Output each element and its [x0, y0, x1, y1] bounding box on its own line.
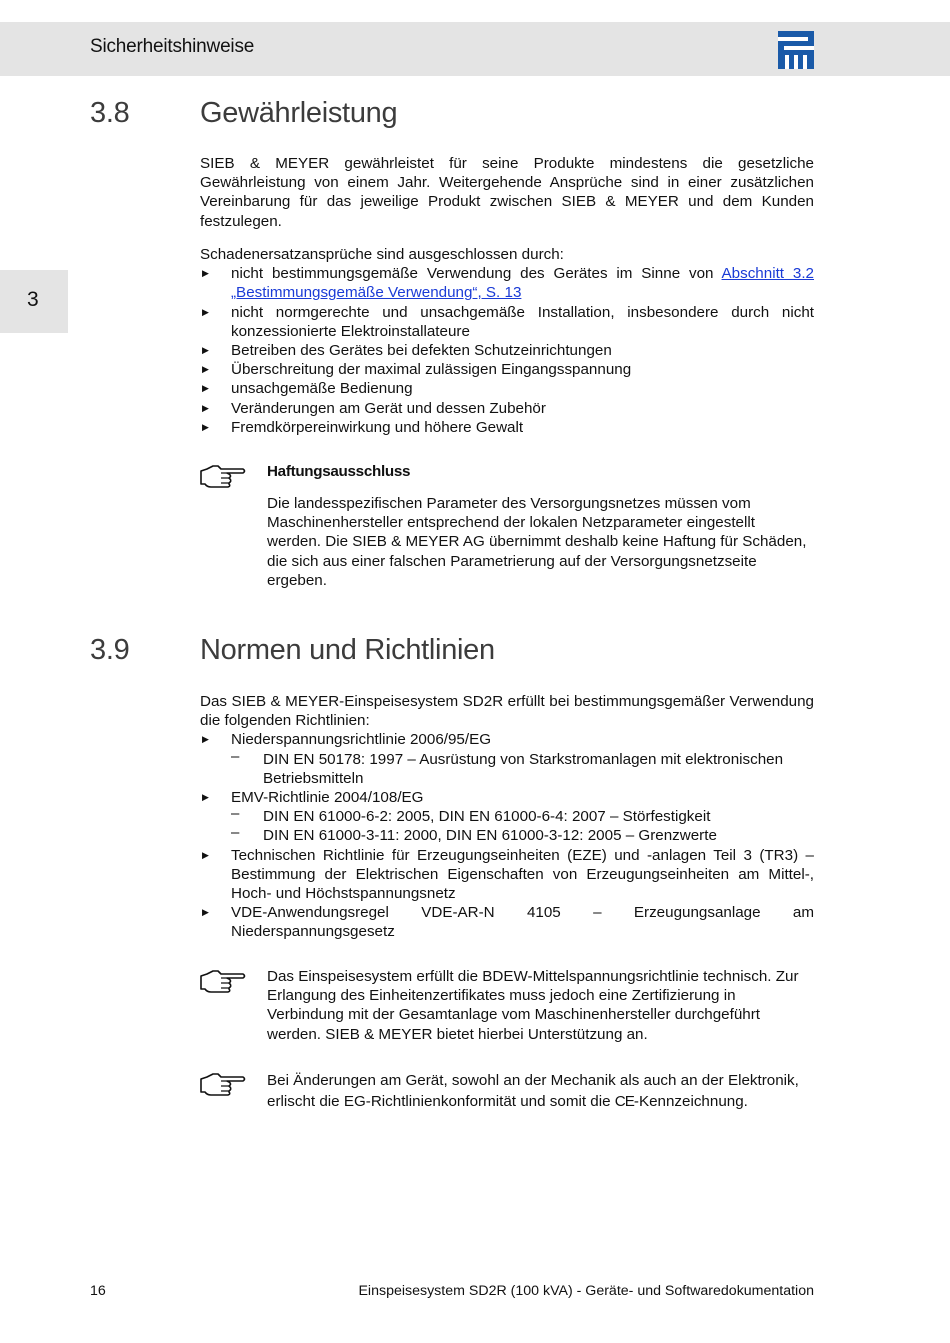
standards-intro: Das SIEB & MEYER-Einspeisesystem SD2R erfüllt bei bestimmungsgemäßer Verwendung die folgenden Richtlinien: [200, 693, 814, 730]
list-item [200, 846, 814, 904]
list-item [200, 379, 814, 398]
list-item [200, 418, 814, 437]
standards-block [200, 692, 814, 942]
exclusion-intro: Schadenersatzansprüche sind ausgeschlossen durch: [200, 246, 564, 263]
triangle-bullet-icon: ▶ [202, 421, 209, 432]
exclusion-list [200, 264, 814, 437]
triangle-bullet-icon: ▶ [202, 734, 209, 745]
list-item [200, 399, 814, 418]
list-item [200, 303, 814, 341]
chapter-number: 3 [27, 288, 39, 311]
ce-note [267, 1070, 807, 1112]
ce-note-text: Bei Änderungen am Gerät, sowohl an der Mechanik als auch an der Elektronik, erlischt die EG-Richtlinienkonformität und somit die [267, 1072, 799, 1110]
sub-list [231, 747, 814, 788]
pointing-hand-icon [199, 1070, 247, 1098]
list-item-text: Veränderungen am Gerät und dessen Zubehör [231, 399, 546, 417]
liability-note: Die landesspezifischen Parameter des Versorgungsnetzes müssen vom Maschinenhersteller entsprechend der lokalen Netzparameter eingestellt werden. Die SIEB & MEYER AG übernimmt deshalb keine Haftung für Schäden, die sich aus einer falschen Parametrierung auf der Versorgungsnetzseite ergeben. [267, 495, 807, 589]
list-item [200, 730, 814, 788]
section-title: Normen und Richtlinien [200, 634, 495, 666]
list-item-text: VDE-Anwendungsregel VDE-AR-N 4105 – Erzeugungsanlage am Niederspannungsgesetz [231, 904, 814, 941]
list-item [200, 788, 814, 846]
sub-list-item [231, 747, 814, 788]
list-item-text: Fremdkörpereinwirkung und höhere Gewalt [231, 418, 524, 436]
list-item-text: Betreiben des Gerätes bei defekten Schutzeinrichtungen [231, 342, 612, 360]
pointing-hand-icon [199, 462, 247, 490]
note-title: Haftungsausschluss [267, 463, 411, 480]
standards-list [200, 730, 814, 941]
list-item [200, 341, 814, 360]
list-item-text: nicht normgerechte und unsachgemäße Installation, insbesondere durch nicht konzessionierte Elektroinstallateure [231, 303, 814, 340]
exclusion-list-block [200, 245, 814, 437]
triangle-bullet-icon: ▶ [202, 268, 209, 279]
triangle-bullet-icon: ▶ [202, 383, 209, 394]
sieb-meyer-logo [778, 31, 814, 69]
list-item [200, 264, 814, 302]
ce-mark: CE [614, 1093, 634, 1110]
list-item-text: unsachgemäße Bedienung [231, 380, 413, 398]
list-item-text: Überschreitung der maximal zulässigen Eingangsspannung [231, 361, 632, 379]
dash-bullet-icon: – [231, 824, 240, 842]
triangle-bullet-icon: ▶ [202, 306, 209, 317]
list-item [200, 903, 814, 941]
section-number: 3.9 [90, 634, 130, 666]
header-title: Sicherheitshinweise [90, 36, 255, 57]
sub-list-item [231, 826, 814, 845]
triangle-bullet-icon: ▶ [202, 364, 209, 375]
footer-doc-title: Einspeisesystem SD2R (100 kVA) - Geräte- und Softwaredokumentation [358, 1283, 814, 1299]
page-header [0, 22, 950, 76]
list-item-text: nicht bestimmungsgemäße Verwendung des Gerätes im Sinne von [231, 265, 722, 283]
pointing-hand-icon [199, 967, 247, 995]
bdew-note: Das Einspeisesystem erfüllt die BDEW-Mittelspannungsrichtlinie technisch. Zur Erlangung des Einheitenzertifikates muss jedoch eine Zertifizierung in Verbindung mit der Gesamtanlage vom Maschinenhersteller durchgeführt werden. SIEB & MEYER bietet hierbei Unterstützung an. [267, 968, 799, 1043]
sub-list-item-text: DIN EN 61000-6-2: 2005, DIN EN 61000-6-4: 2007 – Störfestigkeit [263, 808, 711, 826]
page-number: 16 [90, 1283, 106, 1299]
triangle-bullet-icon: ▶ [202, 907, 209, 918]
warranty-paragraph: SIEB & MEYER gewährleistet für seine Produkte mindestens die gesetzliche Gewährleistung von einem Jahr. Weitergehende Ansprüche sind in einer zusätzlichen Vereinbarung für das jeweilige Produkt zwischen SIEB & MEYER und dem Kunden festzulegen. [200, 155, 814, 230]
section-link[interactable]: Abschnitt 3.2 „Bestimmungsgemäße Verwendung“, S. 13 [231, 265, 814, 302]
triangle-bullet-icon: ▶ [202, 849, 209, 860]
section-number: 3.8 [90, 97, 130, 129]
list-item-text: Technischen Richtlinie für Erzeugungseinheiten (EZE) und -anlagen Teil 3 (TR3) – Bestimmung der Elektrischen Eigenschaften von Erzeugungseinheiten am Mittel-, Hoch- und Höchstspannungsnetz [231, 846, 814, 903]
sub-list [231, 807, 814, 845]
triangle-bullet-icon: ▶ [202, 402, 209, 413]
list-item [200, 360, 814, 379]
dash-bullet-icon: – [231, 747, 240, 765]
triangle-bullet-icon: ▶ [202, 792, 209, 803]
list-item-text: Niederspannungsrichtlinie 2006/95/EG [231, 731, 492, 749]
triangle-bullet-icon: ▶ [202, 345, 209, 356]
dash-bullet-icon: – [231, 805, 240, 823]
sub-list-item [231, 807, 814, 826]
ce-note-text-end: -Kennzeichnung. [633, 1093, 748, 1110]
section-title: Gewährleistung [200, 97, 398, 129]
sub-list-item-text: DIN EN 50178: 1997 – Ausrüstung von Starkstromanlagen mit elektronischen Betriebsmitteln [263, 750, 784, 787]
sub-list-item-text: DIN EN 61000-3-11: 2000, DIN EN 61000-3-12: 2005 – Grenzwerte [263, 827, 717, 845]
list-item-text: EMV-Richtlinie 2004/108/EG [231, 789, 424, 807]
chapter-tab [0, 270, 68, 333]
